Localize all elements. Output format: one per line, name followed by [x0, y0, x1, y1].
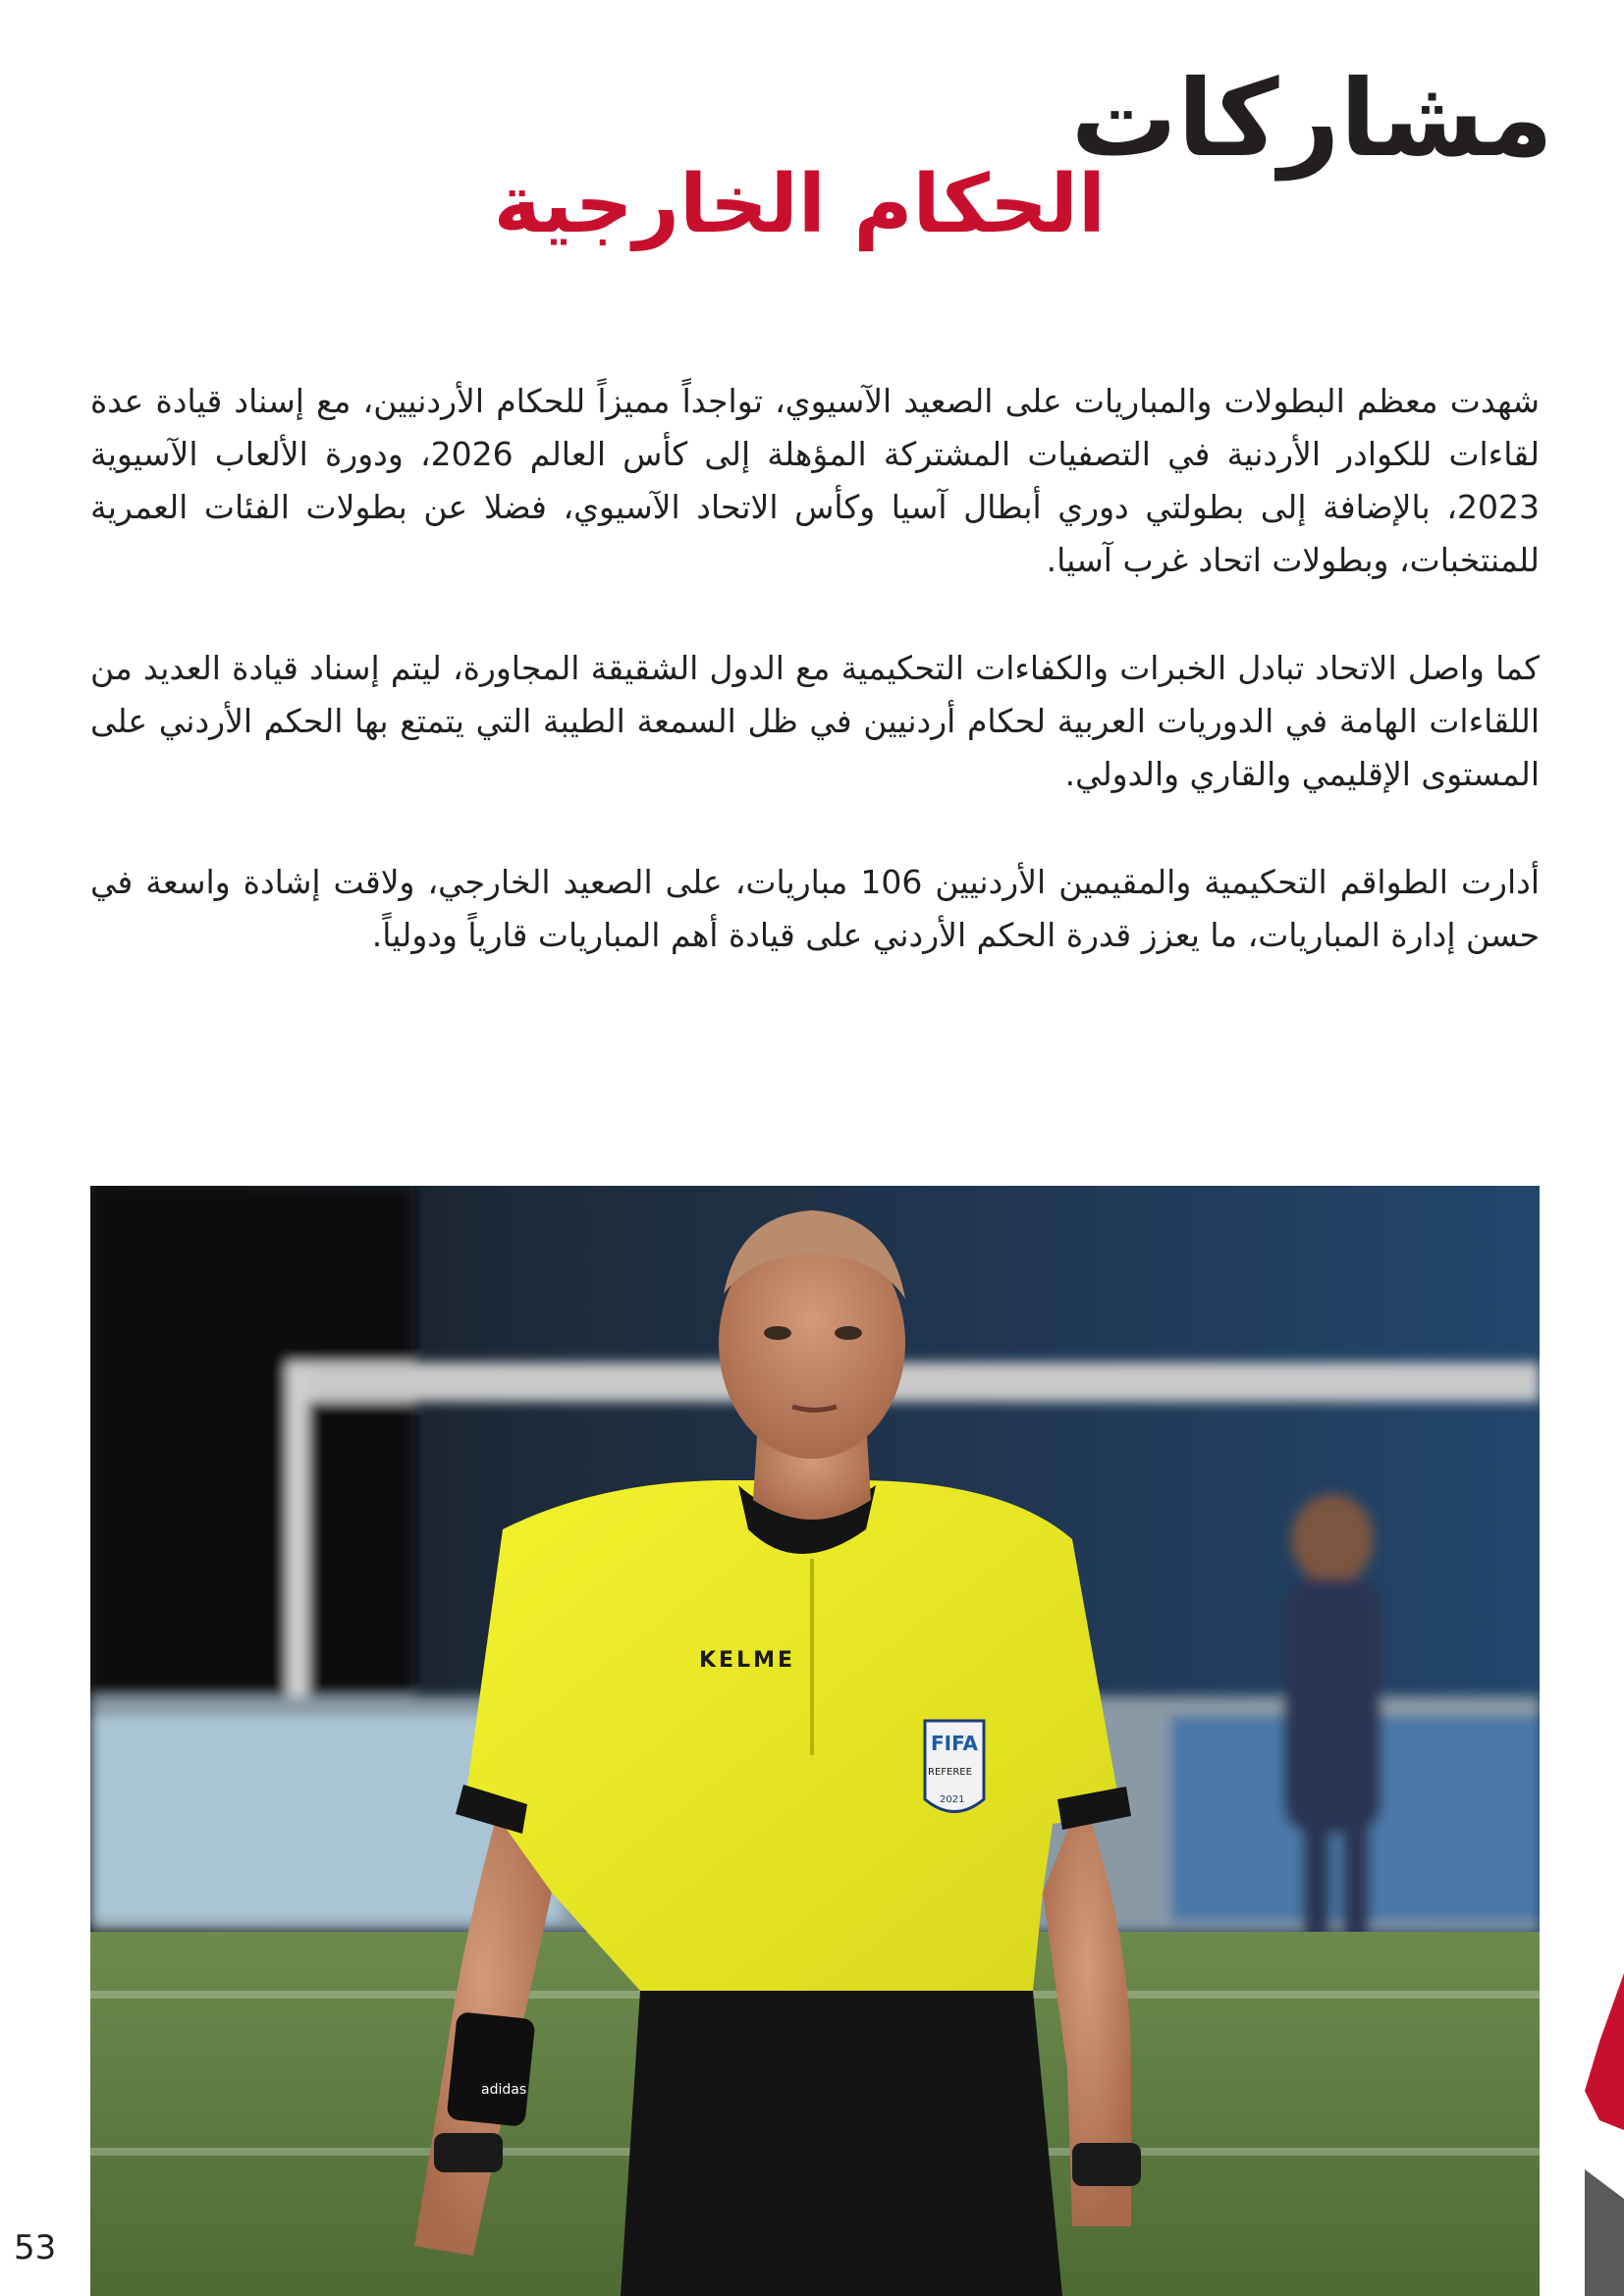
- corner-decoration: [1565, 1973, 1624, 2296]
- paragraph-2: كما واصل الاتحاد تبادل الخبرات والكفاءات التحكيمية مع الدول الشقيقة المجاورة، ليتم إسناد قيادة العديد من اللقاءات الهامة في الدوريات العربية لحكام أردنيين في ظل السمعة الطيبة التي يتمتع بها الحكم الأردني على المستوى الإقليمي والقاري والدولي.: [90, 649, 1540, 793]
- page-number: 53: [14, 2228, 57, 2268]
- badge-role: REFEREE: [928, 1767, 972, 1778]
- page-subtitle: الحكام الخارجية: [493, 158, 1106, 251]
- paragraph-3: أدارت الطواقم التحكيمية والمقيمين الأردنيين 106 مباريات، على الصعيد الخارجي، ولاقت إشادة واسعة في حسن إدارة المباريات، ما يعزز قدرة الحكم الأردني على قيادة أهم المباريات قارياً ودولياً.: [90, 863, 1540, 954]
- wristband-logo: adidas: [481, 2082, 527, 2098]
- fifa-referee-badge: [925, 1721, 984, 1812]
- referee-photo: [90, 1186, 1540, 2296]
- page-title: مشاركات: [1070, 58, 1553, 181]
- paragraph-1: شهدت معظم البطولات والمباريات على الصعيد الآسيوي، تواجداً مميزاً للحكام الأردنيين، مع إسناد قيادة عدة لقاءات للكوادر الأردنية في التصفيات المشتركة المؤهلة إلى كأس العالم 2026، ودورة الألعاب الآسيوية 2023، بالإضافة إلى بطولتي دوري أبطال آسيا وكأس الاتحاد الآسيوي، فضلا عن بطولات الفئات العمرية للمنتخبات، وبطولات اتحاد غرب آسيا.: [90, 382, 1540, 579]
- article-body: [90, 375, 1540, 1017]
- badge-year: 2021: [940, 1794, 965, 1805]
- shirt-logo: KELME: [699, 1648, 796, 1673]
- badge-org: FIFA: [931, 1732, 978, 1755]
